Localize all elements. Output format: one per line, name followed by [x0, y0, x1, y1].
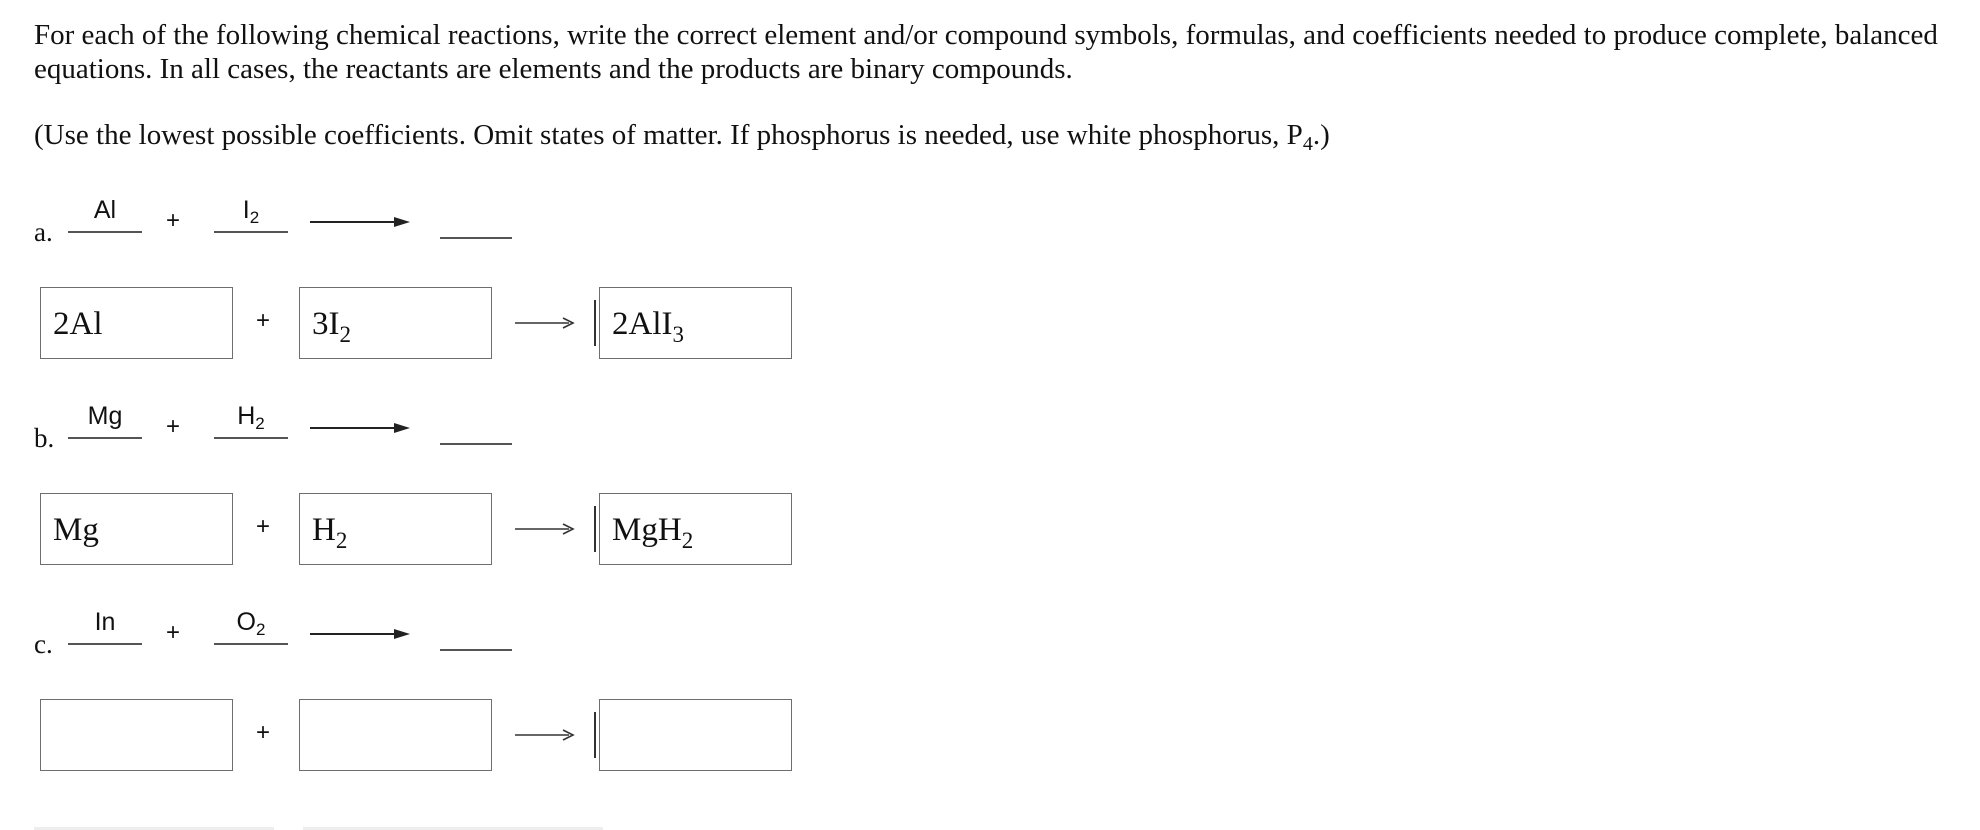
product-input[interactable] — [599, 699, 792, 771]
prompt-reactant-2: $O_2$ — [214, 607, 288, 645]
instructions-text: For each of the following chemical reactions, write the correct element and/or compound symbols, formulas, and coefficients needed to produce complete, balanced equations. In all cases, the reactants are elements and the products are binary compounds. — [34, 19, 1938, 85]
prompt-product-blank — [440, 203, 512, 239]
reaction-arrow-icon — [310, 628, 410, 640]
plus-sign: + — [256, 513, 271, 540]
plus-sign: + — [166, 207, 181, 234]
instructions-note: (Use the lowest possible coefficients. Omit states of matter. If phosphorus is needed, use white phosphorus, $P_4$.) — [34, 119, 1330, 155]
reaction-letter: a. — [34, 217, 53, 247]
prompt-reactant-1: In — [68, 607, 142, 645]
plus-sign: + — [256, 719, 271, 746]
reaction-a-prompt — [0, 195, 600, 255]
prompt-product-blank — [440, 409, 512, 445]
product-input[interactable]: 2AlI$_3$ — [599, 287, 792, 359]
plus-sign: + — [166, 413, 181, 440]
yield-arrow-icon — [515, 523, 575, 535]
yield-arrow-icon — [515, 317, 575, 329]
separator-bar — [594, 712, 596, 758]
reactant-2-input[interactable] — [299, 699, 492, 771]
reactant-1-input[interactable]: Mg — [40, 493, 233, 565]
reaction-a-answer — [0, 287, 800, 367]
prompt-reactant-2: $I_2$ — [214, 195, 288, 233]
reaction-arrow-icon — [310, 422, 410, 434]
reaction-b-answer — [0, 493, 800, 573]
reactant-1-input[interactable]: 2Al — [40, 287, 233, 359]
prompt-reactant-2: $H_2$ — [214, 401, 288, 439]
prompt-reactant-1: Mg — [68, 401, 142, 439]
product-input[interactable]: MgH$_2$ — [599, 493, 792, 565]
prompt-reactant-1: Al — [68, 195, 142, 233]
separator-bar — [594, 506, 596, 552]
reaction-b-prompt — [0, 401, 600, 461]
reaction-arrow-icon — [310, 216, 410, 228]
plus-sign: + — [256, 307, 271, 334]
yield-arrow-icon — [515, 729, 575, 741]
reactant-1-input[interactable] — [40, 699, 233, 771]
reaction-letter: b. — [34, 423, 55, 453]
reaction-letter: c. — [34, 629, 53, 659]
plus-sign: + — [166, 619, 181, 646]
prompt-product-blank — [440, 615, 512, 651]
reactant-2-input[interactable]: $H_2$ — [299, 493, 492, 565]
reactant-2-input[interactable]: $3I_2$ — [299, 287, 492, 359]
reaction-c-answer — [0, 699, 800, 779]
reaction-c-prompt — [0, 607, 600, 667]
separator-bar — [594, 300, 596, 346]
